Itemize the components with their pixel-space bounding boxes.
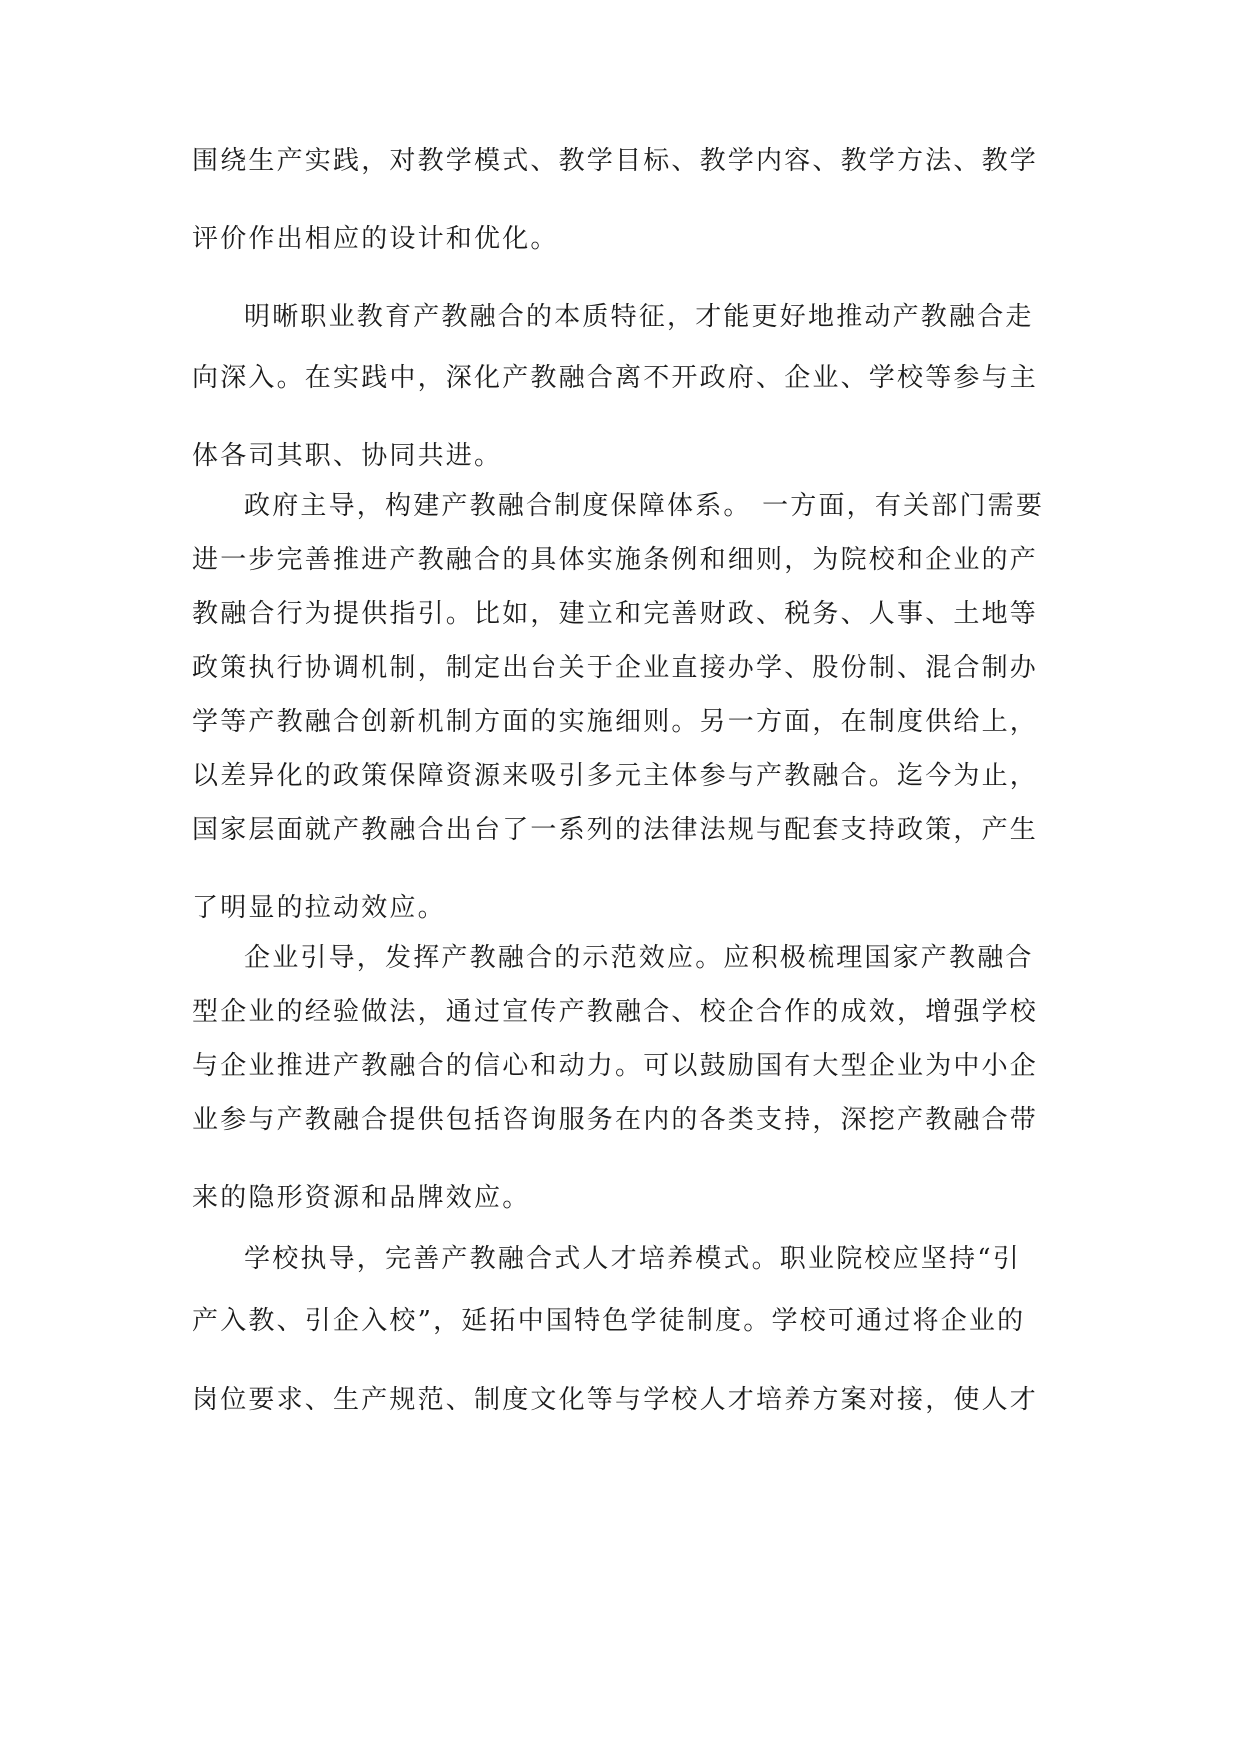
text-line: 学等产教融合创新机制方面的实施细则。另一方面，在制度供给上，	[192, 707, 1039, 737]
text-line: 与企业推进产教融合的信心和动力。可以鼓励国有大型企业为中小企	[192, 1051, 1039, 1081]
paragraph-start-line: 企业引导，发挥产教融合的示范效应。应积极梳理国家产教融合	[244, 943, 1034, 973]
text-line: 国家层面就产教融合出台了一系列的法律法规与配套支持政策，产生	[192, 815, 1039, 845]
paragraph-start-line: 学校执导，完善产教融合式人才培养模式。职业院校应坚持“引	[244, 1244, 1021, 1274]
text-line: 产入教、引企入校”，延拓中国特色学徒制度。学校可通过将企业的	[192, 1306, 1026, 1336]
text-line: 进一步完善推进产教融合的具体实施条例和细则，为院校和企业的产	[192, 545, 1039, 575]
text-line: 岗位要求、生产规范、制度文化等与学校人才培养方案对接，使人才	[192, 1385, 1039, 1415]
text-line: 围绕生产实践，对教学模式、教学目标、教学内容、教学方法、教学	[192, 146, 1039, 176]
paragraph-start-line: 明晰职业教育产教融合的本质特征，才能更好地推动产教融合走	[244, 302, 1034, 332]
paragraph-start-line: 政府主导，构建产教融合制度保障体系。 一方面，有关部门需要	[244, 491, 1045, 521]
text-line: 体各司其职、协同共进。	[192, 441, 503, 471]
text-line: 了明显的拉动效应。	[192, 893, 446, 923]
text-line: 来的隐形资源和品牌效应。	[192, 1183, 531, 1213]
text-line: 业参与产教融合提供包括咨询服务在内的各类支持，深挖产教融合带	[192, 1105, 1039, 1135]
text-line: 教融合行为提供指引。比如，建立和完善财政、税务、人事、土地等	[192, 599, 1039, 629]
text-line: 向深入。在实践中，深化产教融合离不开政府、企业、学校等参与主	[192, 363, 1039, 393]
text-line: 型企业的经验做法，通过宣传产教融合、校企合作的成效，增强学校	[192, 997, 1039, 1027]
text-line: 政策执行协调机制，制定出台关于企业直接办学、股份制、混合制办	[192, 653, 1039, 683]
text-line: 评价作出相应的设计和优化。	[192, 224, 559, 254]
text-line: 以差异化的政策保障资源来吸引多元主体参与产教融合。迄今为止，	[192, 761, 1039, 791]
